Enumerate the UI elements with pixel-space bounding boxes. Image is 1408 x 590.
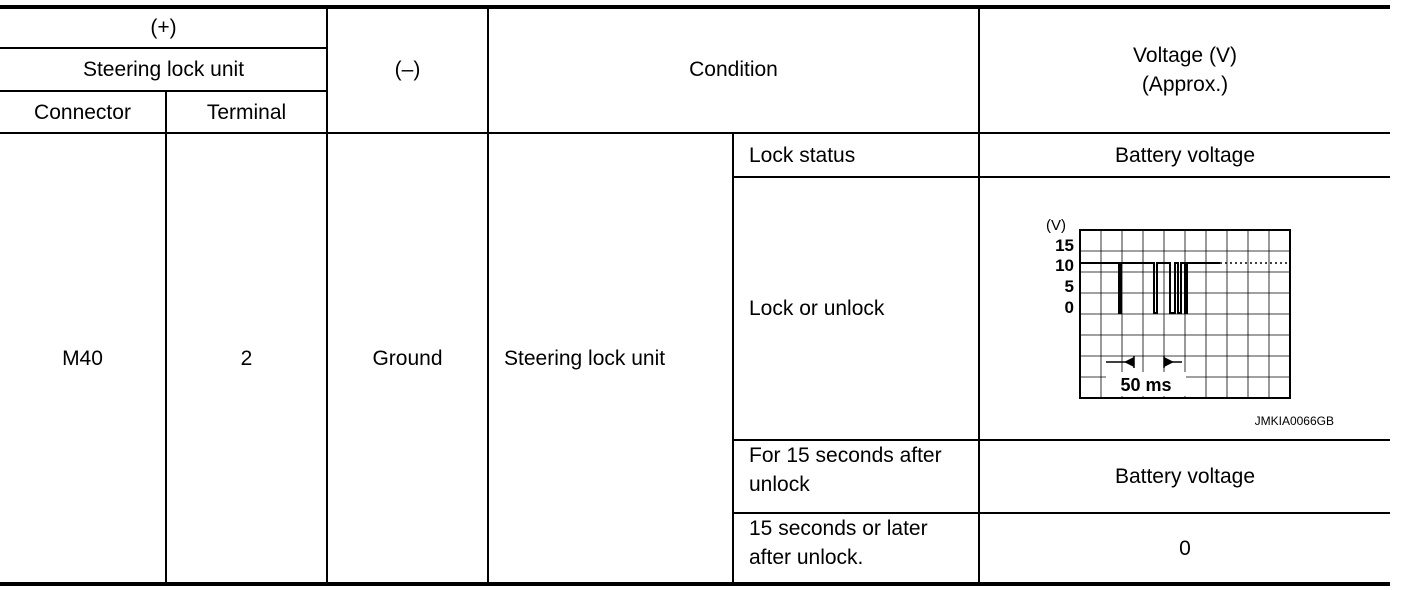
terminal-value: 2	[240, 346, 253, 370]
minus-value: Ground	[372, 346, 443, 370]
table-bottom-border	[0, 582, 1390, 586]
condition-line: after unlock.	[749, 546, 864, 569]
figure-id: JMKIA0066GB	[1254, 414, 1334, 428]
header-voltage	[980, 7, 1390, 132]
y-tick-label: 0	[1064, 298, 1074, 317]
waveform-figure	[1020, 210, 1380, 435]
condition-15s-after-unlock	[749, 441, 978, 512]
header-condition: Condition	[689, 58, 778, 81]
header-voltage-label: Voltage (V)	[1133, 43, 1237, 67]
condition-lock-status: Lock status	[749, 143, 856, 167]
time-scale-label: 50 ms	[1120, 375, 1172, 395]
condition-line: unlock	[749, 473, 810, 496]
header-unit-name: Steering lock unit	[82, 58, 245, 81]
header-voltage-approx: (Approx.)	[1141, 72, 1229, 96]
waveform-trace	[1080, 263, 1290, 313]
y-tick-label: 10	[1055, 256, 1074, 275]
y-tick-label: 5	[1064, 277, 1074, 296]
time-scale-marker	[1106, 356, 1182, 368]
voltage-lock-status: Battery voltage	[1114, 143, 1256, 167]
condition-line: For 15 seconds after	[749, 444, 942, 467]
voltage-15s-after-unlock: Battery voltage	[1114, 465, 1256, 488]
divider	[732, 132, 734, 584]
y-tick-label: 15	[1055, 236, 1074, 255]
header-minus: (–)	[394, 58, 421, 81]
y-axis-unit: (V)	[1046, 217, 1066, 234]
voltage-15s-or-later: 0	[1179, 536, 1191, 560]
condition-line: 15 seconds or later	[749, 517, 928, 540]
header-plus: (+)	[150, 15, 177, 39]
condition-15s-or-later	[749, 514, 978, 582]
header-terminal: Terminal	[206, 100, 287, 124]
connector-value: M40	[62, 346, 103, 370]
condition-value: Steering lock unit	[504, 346, 666, 370]
header-connector: Connector	[34, 100, 131, 124]
condition-lock-or-unlock: Lock or unlock	[749, 297, 885, 320]
